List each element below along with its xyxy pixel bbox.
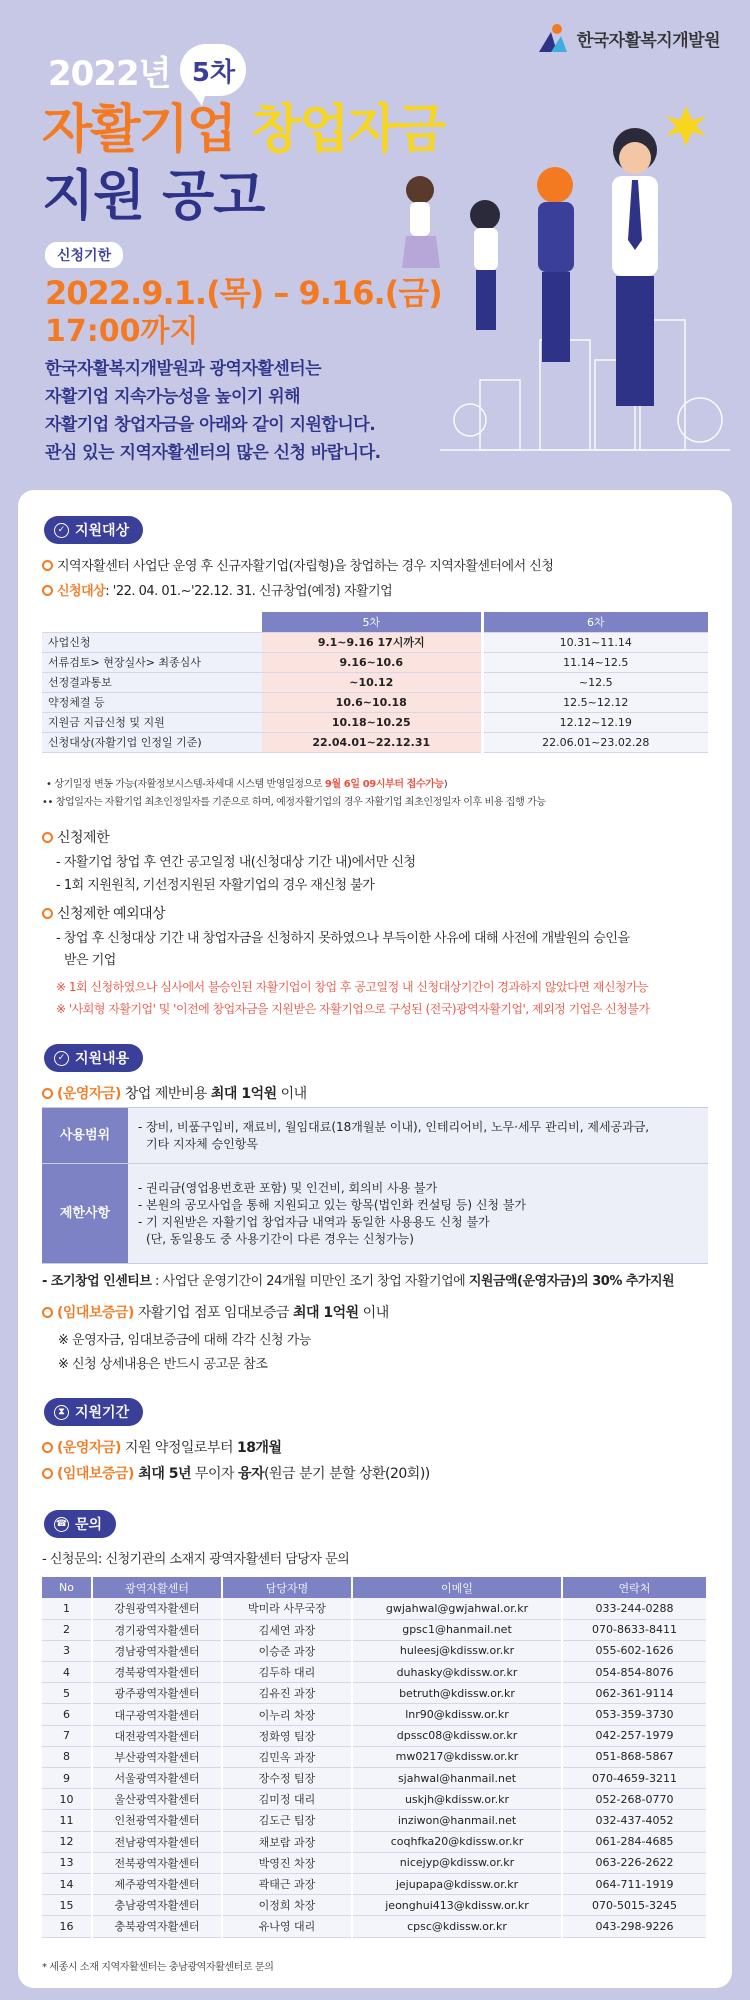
exception-title [42,903,165,923]
contact-cell: nicejyp@kdissw.or.kr [352,1852,562,1873]
intro-text [45,355,415,467]
contact-cell: 10 [42,1789,92,1810]
limit-line: - 자활기업 창업 후 연간 공고일정 내(신청대상 기간 내)에서만 신청 [56,855,416,870]
org-name: 한국자활복지개발원 [576,30,720,51]
deposit-note: ※ 신청 상세내용은 반드시 공고문 참조 [58,1357,268,1372]
contact-cell: 2 [42,1619,92,1640]
dep-text: 자활기업 점포 임대보증금 [133,1305,293,1321]
org-logo-icon [537,22,569,54]
contact-cell: 채보람 과장 [222,1831,352,1852]
main-title-line2: 지원 공고 [42,164,265,227]
contact-cell: 070-8633-8411 [562,1619,707,1640]
contact-cell: jeonghui413@kdissw.or.kr [352,1895,562,1916]
exception-line: 받은 기업 [64,953,116,968]
year-text: 2022년 [48,53,171,94]
contact-row [42,1704,707,1725]
contact-cell: sjahwal@hanmail.net [352,1768,562,1789]
title-part1: 자활기업 [42,100,235,160]
people-illustration [380,90,740,490]
round-badge: 5차 [180,44,246,96]
contact-cell: 정화영 팀장 [222,1725,352,1746]
contact-cell: 063-226-2622 [562,1852,707,1873]
intro-line: 한국자활복지개발원과 광역자활센터는 [45,359,322,379]
restriction-line: (단, 동일용도 중 사용기간이 다른 경우는 신청가능) [146,1231,414,1246]
schedule-cell: 서류검토> 현장실사> 최종심사 [42,652,262,672]
section-content-header [44,1044,143,1072]
intro-line: 자활기업 창업자금을 아래와 같이 지원합니다. [45,415,376,435]
contact-cell: 070-5015-3245 [562,1895,707,1916]
schedule-note1 [46,775,447,790]
contact-row [42,1852,707,1873]
target-line1-text: 지역자활센터 사업단 운영 후 신규자활기업(자립형)을 창업하는 경우 지역자활센터에서 신청 [57,559,554,574]
contact-cell: duhasky@kdissw.or.kr [352,1662,562,1683]
incentive-bold: 지원금액(운영자금)의 30% 추가지원 [468,1274,675,1289]
contact-cell: mw0217@kdissw.or.kr [352,1746,562,1767]
period-l2-bold: 최대 5년 [133,1466,191,1482]
schedule-row [42,732,708,752]
contact-cell: 062-361-9114 [562,1683,707,1704]
contact-cell: 070-4659-3211 [562,1768,707,1789]
warning-line2: ※ '사회형 자활기업' 및 '이전에 창업자금을 지원받은 자활기업으로 구성된 (전국)광역자활기업', 제외정 기업은 신청불가 [56,1002,650,1016]
contact-row [42,1789,707,1810]
contact-table [42,1577,708,1938]
contact-cell: 7 [42,1725,92,1746]
contact-cell: 이승준 과장 [222,1640,352,1661]
schedule-cell: 11.14~12.5 [482,652,708,672]
badge-icon: ✓ [54,523,69,538]
contact-cell: 제주광역자활센터 [92,1873,222,1894]
schedule-row [42,692,708,712]
contact-header: 이메일 [352,1577,562,1598]
op-text: 창업 제반비용 [120,1086,211,1102]
target-line2 [42,580,392,599]
contact-cell: cpsc@kdissw.or.kr [352,1916,562,1937]
contact-cell: 053-359-3730 [562,1704,707,1725]
exception-title-text: 신청제한 예외대상 [57,906,166,922]
deposit-note: ※ 운영자금, 임대보증금에 대해 각각 신청 가능 [58,1333,311,1348]
contact-cell: 김미정 대리 [222,1789,352,1810]
schedule-table [42,612,708,753]
note-text: ) [443,779,448,790]
contact-cell: 12 [42,1831,92,1852]
contact-cell: 곽태근 과장 [222,1873,352,1894]
contact-cell: 032-437-4052 [562,1810,707,1831]
schedule-row [42,712,708,732]
contact-cell: 김세연 과장 [222,1619,352,1640]
schedule-cell: ~12.5 [482,672,708,692]
contact-cell: 충남광역자활센터 [92,1895,222,1916]
contact-cell: 경기광역자활센터 [92,1619,222,1640]
section-inquiry-header [44,1510,116,1538]
note-red-text: 9월 6일 09시부터 접수가능 [324,779,444,790]
trophy-icon: ✓ [54,1051,69,1066]
operating-funds-line [42,1083,307,1103]
contact-cell: 6 [42,1704,92,1725]
schedule-cell: 12.5~12.12 [482,692,708,712]
contact-cell: 경남광역자활센터 [92,1640,222,1661]
contact-row [42,1810,707,1831]
limit-line: - 1회 지원원칙, 기선정지원된 자활기업의 경우 재신청 불가 [56,878,375,893]
contact-cell: 이정희 차장 [222,1895,352,1916]
schedule-row [42,672,708,692]
period-line2 [42,1463,430,1483]
bullet-icon [42,908,53,919]
schedule-cell: 선정결과통보 [42,672,262,692]
org-logo [537,22,720,54]
contact-cell: lnr90@kdissw.or.kr [352,1704,562,1725]
incentive-label: - 조기창업 인센티브 [42,1274,152,1289]
schedule-cell: ~10.12 [262,672,482,692]
contact-cell: 4 [42,1662,92,1683]
schedule-note2: •• 창업일자는 자활기업 최초인정일자를 기준으로 하며, 예정자활기업의 경우 자활기업 최초인정일자 이후 비용 집행 가능 [42,797,546,808]
contact-row [42,1683,707,1704]
contact-row [42,1768,707,1789]
contact-cell: 김도근 팀장 [222,1810,352,1831]
dep-label: (임대보증금) [57,1305,134,1321]
year-row [48,44,246,96]
contact-cell: uskjh@kdissw.or.kr [352,1789,562,1810]
intro-line: 관심 있는 지역자활센터의 많은 신청 바랍니다. [45,443,381,463]
contact-row [42,1619,707,1640]
schedule-cell: 지원금 지급신청 및 지원 [42,712,262,732]
inquiry-footnote: * 세종시 소재 지역자활센터는 충남광역자활센터로 문의 [42,1962,274,1973]
phone-icon: ☎ [54,1517,69,1532]
restriction-line: - 권리금(영업용번호판 포함) 및 인건비, 회의비 사용 불가 [138,1180,438,1195]
contact-cell: 김민옥 과장 [222,1746,352,1767]
contact-cell: 경북광역자활센터 [92,1662,222,1683]
warning-line1: ※ 1회 신청하였으나 심사에서 불승인된 자활기업이 창업 후 공고일정 내 신청대상기간이 경과하지 않았다면 재신청가능 [56,980,649,994]
restriction-line: - 기 지원받은 자활기업 창업자금 내역과 동일한 사용용도 신청 불가 [138,1214,490,1229]
restriction-body [128,1164,708,1264]
contact-cell: 11 [42,1810,92,1831]
contact-cell: 5 [42,1683,92,1704]
contact-cell: 박영진 차장 [222,1852,352,1873]
contact-cell: 054-854-8076 [562,1662,707,1683]
period-l1-text: 지원 약정일로부터 [120,1440,237,1456]
contact-cell: 충북광역자활센터 [92,1916,222,1937]
sched-header: 6차 [482,612,708,632]
contact-cell: 051-868-5867 [562,1746,707,1767]
target-line2-text: : '22. 04. 01.~'22.12. 31. 신규창업(예정) 자활기업 [105,584,393,599]
title-part2: 창업자금 [251,100,444,160]
contact-cell: 장수정 팀장 [222,1768,352,1789]
contact-row [42,1640,707,1661]
contact-cell: 15 [42,1895,92,1916]
incentive-line [42,1270,674,1289]
note-text: • 상기일정 변동 가능(자활정보시스템-차세대 시스템 반영일정으로 [46,779,325,790]
contact-cell: coqhfka20@kdissw.or.kr [352,1831,562,1852]
contact-cell: 부산광역자활센터 [92,1746,222,1767]
contact-cell: 043-298-9226 [562,1916,707,1937]
schedule-row [42,652,708,672]
period-l1-bold: 18개월 [236,1440,282,1456]
scope-line: - 장비, 비품구입비, 재료비, 월임대료(18개월분 이내), 인테리어비, 노무·세무 관리비, 제세공과금, [138,1119,650,1134]
schedule-cell: 22.04.01~22.12.31 [262,732,482,752]
contact-cell: 3 [42,1640,92,1661]
contact-row [42,1831,707,1852]
contact-cell: jejupapa@kdissw.or.kr [352,1873,562,1894]
schedule-cell: 9.16~10.6 [262,652,482,672]
contact-row [42,1873,707,1894]
contact-cell: 대구광역자활센터 [92,1704,222,1725]
op-amount: 최대 1억원 [210,1086,277,1102]
inquiry-desc: - 신청문의: 신청기관의 소재지 광역자활센터 담당자 문의 [42,1552,350,1567]
section-title: 지원내용 [75,1051,130,1067]
contact-row [42,1725,707,1746]
contact-row [42,1746,707,1767]
contact-row [42,1662,707,1683]
contact-cell: 061-284-4685 [562,1831,707,1852]
bullet-icon [42,1468,53,1479]
contact-cell: 대전광역자활센터 [92,1725,222,1746]
usage-scope-table [42,1107,708,1264]
contact-cell: 유나영 대리 [222,1916,352,1937]
bullet-icon [42,1442,53,1453]
contact-cell: dpssc08@kdissw.or.kr [352,1725,562,1746]
contact-cell: 광주광역자활센터 [92,1683,222,1704]
section-title: 지원대상 [75,523,130,539]
contact-cell: gwjahwal@gwjahwal.or.kr [352,1598,562,1619]
contact-cell: 052-268-0770 [562,1789,707,1810]
contact-cell: huleesj@kdissw.or.kr [352,1640,562,1661]
target-line1 [42,555,553,574]
hourglass-icon: ⧗ [54,1405,69,1420]
schedule-row [42,632,708,652]
bullet-icon [42,585,53,596]
schedule-cell: 9.1~9.16 17시까지 [262,632,482,652]
op-text: 이내 [276,1086,307,1102]
contact-cell: 16 [42,1916,92,1937]
contact-cell: 055-602-1626 [562,1640,707,1661]
period-line1 [42,1437,281,1457]
schedule-cell: 10.6~10.18 [262,692,482,712]
dep-text: 이내 [358,1305,389,1321]
contact-cell: 9 [42,1768,92,1789]
restriction-line: - 본원의 공모사업을 통해 지원되고 있는 항목(법인화 컨설팅 등) 신청 불가 [138,1197,527,1212]
sched-header [42,612,262,632]
scope-line: 기타 지자체 승인항목 [146,1136,258,1151]
section-target-header [44,516,143,544]
contact-cell: betruth@kdissw.or.kr [352,1683,562,1704]
contact-cell: gpsc1@hanmail.net [352,1619,562,1640]
schedule-cell: 약정체결 등 [42,692,262,712]
period-date: 2022.9.1.(목) – 9.16.(금) [45,274,442,312]
intro-line: 자활기업 지속가능성을 높이기 위해 [45,387,301,407]
schedule-cell: 신청대상(자활기업 인정일 기준) [42,732,262,752]
contact-cell: 서울광역자활센터 [92,1768,222,1789]
contact-cell: 064-711-1919 [562,1873,707,1894]
schedule-cell: 10.18~10.25 [262,712,482,732]
incentive-text: : 사업단 운영기간이 24개월 미만인 조기 창업 자활기업에 [151,1274,469,1289]
contact-cell: 13 [42,1852,92,1873]
sched-header: 5차 [262,612,482,632]
contact-cell: 울산광역자활센터 [92,1789,222,1810]
schedule-cell: 12.12~12.19 [482,712,708,732]
contact-row [42,1895,707,1916]
schedule-cell: 사업신청 [42,632,262,652]
section-period-header [44,1398,143,1426]
contact-cell: 전북광역자활센터 [92,1852,222,1873]
scope-header: 사용범위 [42,1108,128,1164]
contact-cell: 강원광역자활센터 [92,1598,222,1619]
contact-cell: 전남광역자활센터 [92,1831,222,1852]
contact-row [42,1598,707,1619]
contact-header: No [42,1577,92,1598]
contact-cell: 김유진 과장 [222,1683,352,1704]
schedule-cell: 22.06.01~23.02.28 [482,732,708,752]
contact-cell: 인천광역자활센터 [92,1810,222,1831]
contact-cell: 8 [42,1746,92,1767]
scope-body [128,1108,708,1164]
restriction-header: 제한사항 [42,1164,128,1264]
bullet-icon [42,832,53,843]
section-title: 문의 [75,1517,103,1533]
contact-header: 연락처 [562,1577,707,1598]
exception-line: - 창업 후 신청대상 기간 내 창업자금을 신청하지 못하였으나 부득이한 사유에 대해 사전에 개발원의 승인을 [56,931,630,946]
dep-amount: 최대 1억원 [293,1305,359,1321]
contact-cell: 1 [42,1598,92,1619]
contact-cell: 033-244-0288 [562,1598,707,1619]
contact-cell: 박미라 사무국장 [222,1598,352,1619]
schedule-cell: 10.31~11.14 [482,632,708,652]
period-label: 신청기한 [45,242,123,268]
contact-cell: inziwon@hanmail.net [352,1810,562,1831]
contact-header: 담당자명 [222,1577,352,1598]
period-time: 17:00까지 [45,314,199,349]
limit-title-text: 신청제한 [57,830,110,846]
period-l2-text: (원금 분기 분할 상환(20회)) [264,1466,430,1482]
contact-cell: 이누리 차장 [222,1704,352,1725]
deposit-line [42,1302,389,1322]
bullet-icon [42,560,53,571]
period-l1-label: (운영자금) [57,1440,121,1456]
op-label: (운영자금) [57,1086,121,1102]
section-title: 지원기간 [75,1405,130,1421]
limit-title [42,827,109,847]
contact-cell: 14 [42,1873,92,1894]
contact-header: 광역자활센터 [92,1577,222,1598]
period-l2-bold: 융자 [237,1466,265,1482]
contact-row [42,1916,707,1937]
bullet-icon [42,1088,53,1099]
contact-cell: 김두하 대리 [222,1662,352,1683]
period-l2-label: (임대보증금) [57,1466,134,1482]
target-line2-label: 신청대상 [57,584,106,599]
bullet-icon [42,1307,53,1318]
period-l2-text: 무이자 [190,1466,238,1482]
contact-cell: 042-257-1979 [562,1725,707,1746]
